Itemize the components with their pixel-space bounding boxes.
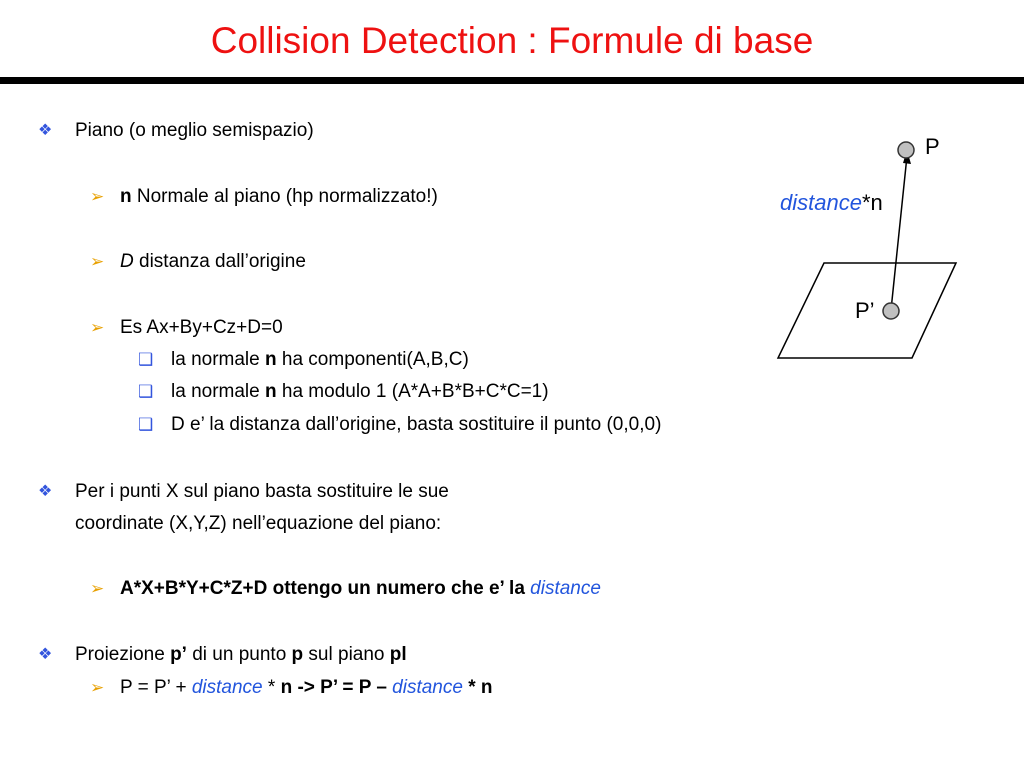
- label-p: P: [925, 134, 940, 159]
- bullet-arrow-icon: ➢: [90, 252, 105, 271]
- bullet-text: Piano (o meglio semispazio): [75, 120, 314, 141]
- text-span: la normale: [171, 349, 265, 370]
- text-span: sul piano: [303, 644, 390, 665]
- bold-text: n -> P’ = P –: [280, 677, 393, 698]
- text-span: *n: [861, 190, 883, 215]
- text-span: la normale: [171, 381, 265, 402]
- slide-title: Collision Detection : Formule di base: [210, 20, 814, 61]
- point-p: [898, 142, 914, 158]
- plane-normal-diagram: [760, 120, 980, 370]
- bullet-text: [75, 643, 407, 667]
- bullet-arrow-icon: ➢: [90, 678, 105, 697]
- bullet-text: [120, 577, 601, 601]
- bold-text: n: [265, 381, 277, 402]
- distance-term: distance: [191, 677, 263, 698]
- text-span: di un punto: [186, 644, 292, 665]
- bold-text: A*X+B*Y+C*Z+D ottengo un numero che e’ la: [120, 578, 531, 599]
- bold-text: p’: [170, 644, 187, 665]
- bold-text: n: [265, 349, 277, 370]
- distance-term: distance: [780, 190, 862, 215]
- bullet-text: [171, 380, 549, 404]
- bullet-box-icon: ❑: [138, 350, 154, 369]
- bullet-box-icon: ❑: [138, 382, 154, 401]
- bullet-arrow-icon: ➢: [90, 187, 105, 206]
- label-distance-n: [780, 190, 883, 216]
- label-p-prime: P’: [855, 298, 875, 323]
- text-span: distanza dall’origine: [133, 251, 306, 272]
- bold-text: p: [291, 644, 304, 665]
- italic-text: D: [120, 251, 134, 272]
- distance-term: distance: [530, 578, 601, 599]
- bullet-text: [120, 250, 306, 274]
- bullet-text: [171, 348, 469, 372]
- text-span: Normale al piano (hp normalizzato!): [131, 186, 438, 207]
- bullet-arrow-icon: ➢: [90, 318, 105, 337]
- bullet-text: D e’ la distanza dall’origine, basta sostituire il punto (0,0,0): [171, 414, 662, 435]
- text-span: P = P’ +: [120, 677, 192, 698]
- text-span: ha componenti(A,B,C): [276, 349, 469, 370]
- text-span: Proiezione: [75, 644, 171, 665]
- text-span: ha modulo 1 (A*A+B*B+C*C=1): [276, 381, 549, 402]
- point-p-prime: [883, 303, 899, 319]
- bullet-text: [120, 185, 438, 209]
- distance-term: distance: [392, 677, 463, 698]
- bullet-box-icon: ❑: [138, 415, 154, 434]
- normal-vector-line: [891, 156, 907, 310]
- bullet-diamond-icon: ❖: [38, 646, 53, 663]
- bullet-text: [120, 676, 493, 700]
- bold-text: * n: [462, 677, 493, 698]
- bullet-diamond-icon: ❖: [38, 483, 53, 500]
- bullet-text-continuation: coordinate (X,Y,Z) nell’equazione del piano:: [75, 513, 442, 534]
- bold-text: n: [120, 186, 132, 207]
- text-span: *: [262, 677, 281, 698]
- bold-text: pl: [389, 644, 407, 665]
- bullet-text: Es Ax+By+Cz+D=0: [120, 317, 283, 338]
- title-divider: [0, 77, 1024, 84]
- bullet-arrow-icon: ➢: [90, 579, 105, 598]
- bullet-diamond-icon: ❖: [38, 122, 53, 139]
- bullet-text: Per i punti X sul piano basta sostituire le sue: [75, 481, 449, 502]
